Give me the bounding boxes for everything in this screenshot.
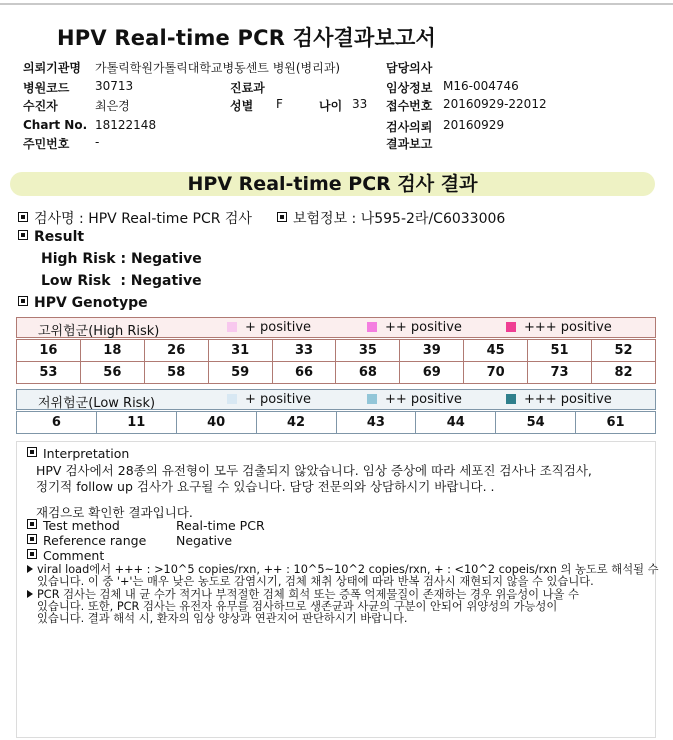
genotype-cell: 68 (336, 362, 400, 384)
bullet-square-icon (18, 230, 28, 240)
genotype-cell: 33 (272, 340, 336, 362)
receipt-no-value: 20160929-22012 (443, 97, 547, 111)
low-risk-genotype-table (16, 411, 656, 434)
sex-label: 성별 (230, 99, 254, 113)
legend-plus-plus-plus (506, 392, 612, 407)
genotype-cell: 66 (272, 362, 336, 384)
genotype-cell: 35 (336, 340, 400, 362)
exam-line (18, 208, 252, 228)
genotype-cell: 61 (576, 412, 656, 434)
genotype-cell: 11 (96, 412, 176, 434)
report-title: HPV Real-time PCR 검사결과보고서 (57, 26, 436, 50)
interpretation-heading: Interpretation (43, 446, 130, 461)
genotype-cell: 70 (464, 362, 528, 384)
interpretation-heading-line (27, 446, 129, 461)
genotype-cell: 69 (400, 362, 464, 384)
triangle-bullet-icon (27, 565, 33, 573)
genotype-row (17, 340, 656, 362)
genotype-cell: 73 (528, 362, 592, 384)
bullet-square-icon (27, 534, 37, 544)
interpretation-line-2: 정기적 follow up 검사가 요구될 수 있습니다. 담당 전문의와 상담하시기 바랍니다. . (36, 479, 495, 494)
low-risk-band (16, 389, 656, 410)
legend-plus-plus (367, 320, 462, 335)
low-risk-value: Negative (130, 273, 202, 289)
clinical-info-label: 임상정보 (386, 81, 433, 95)
genotype-heading-line (18, 295, 148, 311)
legend-plus-plus (367, 392, 462, 407)
banner-title: HPV Real-time PCR 검사 결과 (187, 173, 478, 195)
doctor-label: 담당의사 (386, 61, 433, 75)
department-label: 진료과 (230, 81, 265, 95)
legend-text: + positive (245, 320, 312, 335)
genotype-cell: 59 (208, 362, 272, 384)
legend-swatch (367, 322, 377, 332)
result-banner (10, 172, 655, 196)
hospital-code-label: 병원코드 (23, 81, 70, 95)
high-risk-genotype-table (16, 339, 656, 384)
legend-text: +++ positive (524, 320, 612, 335)
sex-value: F (276, 97, 283, 111)
test-method-line (27, 518, 120, 533)
top-rule (0, 3, 673, 5)
comment-2-line-2: 있습니다. 또한, PCR 검사는 유전자 유무를 검사하므로 생존균과 사균의 구분이 안되어 위양성의 가능성이 (37, 600, 558, 613)
legend-text: +++ positive (524, 392, 612, 407)
genotype-cell: 58 (144, 362, 208, 384)
comment-2-line-1 (27, 589, 579, 600)
bullet-square-icon (27, 519, 37, 529)
bullet-square-icon (27, 549, 37, 559)
genotype-cell: 45 (464, 340, 528, 362)
insurance-label: 보험정보 : (293, 211, 357, 227)
result-heading-line (18, 229, 84, 245)
legend-swatch (227, 394, 237, 404)
receipt-no-label: 접수번호 (386, 99, 433, 113)
genotype-cell: 43 (336, 412, 416, 434)
test-method-value: Real-time PCR (176, 518, 265, 533)
comment-1-text-1: viral load에서 +++ : >10^5 copies/rxn, ++ : 10^5~10^2 copies/rxn, + : <10^2 copeis/rxn 의 농도로 해석될 수 (37, 563, 659, 576)
bullet-square-icon (18, 212, 28, 222)
low-risk-band-label: 저위험군(Low Risk) (38, 396, 156, 411)
resident-no-label: 주민번호 (23, 137, 70, 151)
high-risk-band-label: 고위험군(High Risk) (38, 324, 160, 339)
legend-text: ++ positive (385, 320, 462, 335)
legend-swatch (506, 322, 516, 332)
insurance-value: 나595-2라/C6033006 (360, 211, 506, 227)
exam-name-value: HPV Real-time PCR 검사 (88, 211, 252, 227)
triangle-bullet-icon (27, 590, 33, 598)
reference-range-label: Reference range (43, 533, 147, 548)
institution-label: 의뢰기관명 (23, 61, 81, 75)
bullet-square-icon (27, 447, 37, 457)
age-value: 33 (352, 97, 368, 111)
genotype-row (17, 362, 656, 384)
reference-range-value: Negative (176, 533, 233, 548)
hospital-code-value: 30713 (95, 79, 134, 93)
comment-heading-line (27, 548, 104, 563)
legend-plus (227, 392, 311, 407)
genotype-cell: 26 (144, 340, 208, 362)
genotype-cell: 53 (17, 362, 81, 384)
institution-value: 가톨릭학원가톨릭대학교병동센트 병원(병리과) (95, 61, 341, 75)
recipient-label: 수진자 (23, 99, 58, 113)
genotype-cell: 39 (400, 340, 464, 362)
exam-name-label: 검사명 : (34, 211, 84, 227)
high-risk-band (16, 317, 656, 338)
comment-1-line-1 (27, 564, 659, 575)
legend-plus-plus-plus (506, 320, 612, 335)
legend-swatch (506, 394, 516, 404)
genotype-cell: 82 (592, 362, 656, 384)
low-risk-result (41, 273, 202, 289)
interpretation-line-1: HPV 검사에서 28종의 유전형이 모두 검출되지 않았습니다. 임상 증상에 따라 세포진 검사나 조직검사, (36, 463, 592, 478)
chart-no-value: 18122148 (95, 118, 157, 132)
test-method-label: Test method (43, 518, 120, 533)
recheck-note: 재검으로 확인한 결과입니다. (36, 505, 193, 520)
resident-no-value: - (95, 135, 100, 149)
legend-plus (227, 320, 311, 335)
legend-swatch (367, 394, 377, 404)
genotype-cell: 52 (592, 340, 656, 362)
genotype-cell: 51 (528, 340, 592, 362)
insurance-line (277, 208, 505, 228)
bullet-square-icon (277, 212, 287, 222)
result-heading: Result (34, 229, 85, 245)
age-label: 나이 (319, 99, 343, 113)
genotype-heading: HPV Genotype (34, 295, 148, 311)
comment-2-line-3: 있습니다. 결과 해석 시, 환자의 임상 양상과 연관지어 판단하시기 바랍니다. (37, 612, 408, 625)
request-date-value: 20160929 (443, 118, 505, 132)
bullet-square-icon (18, 296, 28, 306)
high-risk-value: Negative (130, 251, 202, 267)
recipient-value: 최은경 (95, 99, 130, 113)
legend-swatch (227, 322, 237, 332)
chart-no-label: Chart No. (23, 118, 88, 132)
reference-range-line (27, 533, 146, 548)
genotype-cell: 18 (80, 340, 144, 362)
legend-text: ++ positive (385, 392, 462, 407)
genotype-cell: 31 (208, 340, 272, 362)
clinical-info-value: M16-004746 (443, 79, 519, 93)
genotype-cell: 6 (17, 412, 97, 434)
high-risk-label: High Risk : (41, 251, 127, 267)
high-risk-result (41, 251, 202, 267)
genotype-cell: 54 (496, 412, 576, 434)
comment-label: Comment (43, 548, 105, 563)
genotype-cell: 42 (256, 412, 336, 434)
request-date-label: 검사의뢰 (386, 120, 433, 134)
low-risk-label: Low Risk : (41, 273, 126, 289)
legend-text: + positive (245, 392, 312, 407)
result-report-label: 결과보고 (386, 137, 433, 151)
genotype-row (17, 412, 656, 434)
genotype-cell: 40 (176, 412, 256, 434)
genotype-cell: 56 (80, 362, 144, 384)
genotype-cell: 44 (416, 412, 496, 434)
genotype-cell: 16 (17, 340, 81, 362)
comment-1-line-2: 있습니다. 이 중 '+'는 매우 낮은 농도로 감염시기, 검체 채취 상태에 따라 반복 검사시 재현되지 않을 수 있습니다. (37, 575, 594, 588)
comment-2-text-1: PCR 검사는 검체 내 균 수가 적거나 부적절한 검체 희석 또는 증폭 억제물질이 존재하는 경우 위음성이 나올 수 (37, 588, 579, 601)
